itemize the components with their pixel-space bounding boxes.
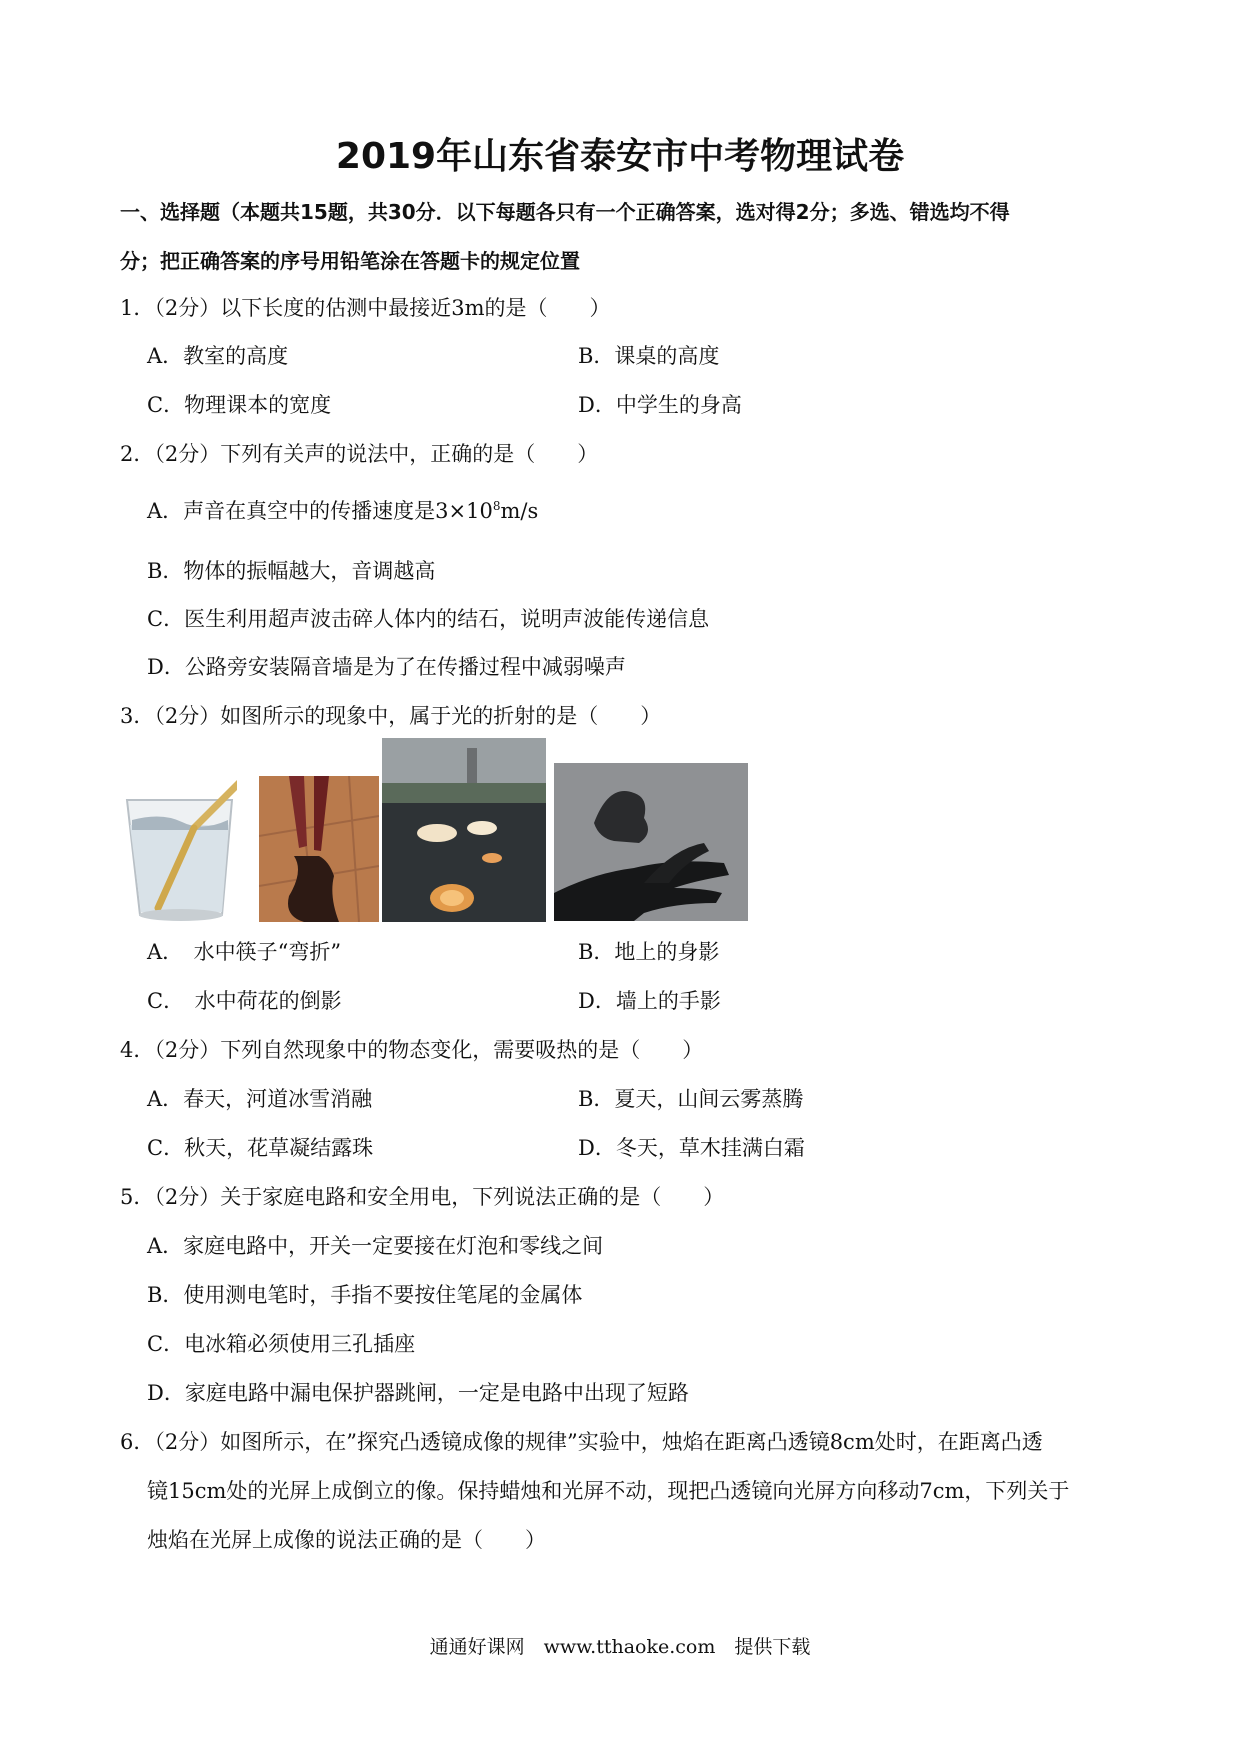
- question-2-option-c: C．医生利用超声波击碎人体内的结石，说明声波能传递信息: [147, 607, 710, 631]
- question-1-option-c: C．物理课本的宽度: [147, 393, 332, 417]
- page-title: 2019年山东省泰安市中考物理试卷: [335, 136, 905, 177]
- chopstick-in-water-image: [122, 760, 237, 925]
- question-3-option-a: A． 水中筷子“弯折”: [147, 940, 342, 964]
- question-4-stem: 4．（2分）下列自然现象中的物态变化，需要吸热的是（ ）: [120, 1038, 704, 1062]
- question-2-option-b: B．物体的振幅越大，音调越高: [147, 559, 436, 583]
- question-1-stem: 1．（2分）以下长度的估测中最接近3m的是（ ）: [120, 296, 611, 320]
- question-4-option-a: A．春天，河道冰雪消融: [147, 1087, 373, 1111]
- exponent: 8: [492, 499, 501, 513]
- question-6-line3: 烛焰在光屏上成像的说法正确的是（ ）: [147, 1528, 546, 1552]
- question-5-option-b: B．使用测电笔时，手指不要按住笔尾的金属体: [147, 1283, 583, 1307]
- question-2-stem: 2．（2分）下列有关声的说法中，正确的是（ ）: [120, 442, 599, 466]
- question-4-option-c: C．秋天，花草凝结露珠: [147, 1136, 374, 1160]
- question-2-option-a: [147, 495, 538, 525]
- question-3-stem: 3．（2分）如图所示的现象中，属于光的折射的是（ ）: [120, 704, 662, 728]
- question-1-option-b: B．课桌的高度: [578, 344, 720, 368]
- question-6-line2: 镜15cm处的光屏上成倒立的像。保持蜡烛和光屏不动，现把凸透镜向光屏方向移动7cm，下列关于: [147, 1479, 1070, 1503]
- section-heading-line1: 一、选择题（本题共15题，共30分．以下每题各只有一个正确答案，选对得2分；多选、错选均不得: [120, 200, 1010, 224]
- option-a-text: A．声音在真空中的传播速度是3×10: [147, 499, 493, 523]
- option-a-unit: m/s: [500, 499, 539, 523]
- hand-shadow-image: [554, 763, 748, 921]
- question-5-stem: 5．（2分）关于家庭电路和安全用电，下列说法正确的是（ ）: [120, 1185, 725, 1209]
- question-5-option-d: D．家庭电路中漏电保护器跳闸，一定是电路中出现了短路: [147, 1381, 689, 1405]
- question-3-option-d: D．墙上的手影: [578, 989, 721, 1013]
- question-3-option-b: B．地上的身影: [578, 940, 720, 964]
- ground-shadow-image: [259, 776, 379, 922]
- question-4-option-b: B．夏天，山间云雾蒸腾: [578, 1087, 804, 1111]
- lotus-reflection-image: [382, 738, 546, 922]
- question-5-option-a: A．家庭电路中，开关一定要接在灯泡和零线之间: [147, 1234, 604, 1258]
- question-1-option-a: A．教室的高度: [147, 344, 289, 368]
- question-3-option-c: C． 水中荷花的倒影: [147, 989, 342, 1013]
- question-2-option-d: D．公路旁安装隔音墙是为了在传播过程中减弱噪声: [147, 655, 626, 679]
- question-1-option-d: D．中学生的身高: [578, 393, 742, 417]
- page-footer: 通通好课网 www.tthaoke.com 提供下载: [429, 1636, 811, 1658]
- section-heading-line2: 分；把正确答案的序号用铅笔涂在答题卡的规定位置: [120, 249, 580, 273]
- question-5-option-c: C．电冰箱必须使用三孔插座: [147, 1332, 416, 1356]
- question-4-option-d: D．冬天，草木挂满白霜: [578, 1136, 805, 1160]
- question-6-line1: 6．（2分）如图所示，在”探究凸透镜成像的规律”实验中，烛焰在距离凸透镜8cm处时，在距离凸透: [120, 1430, 1043, 1454]
